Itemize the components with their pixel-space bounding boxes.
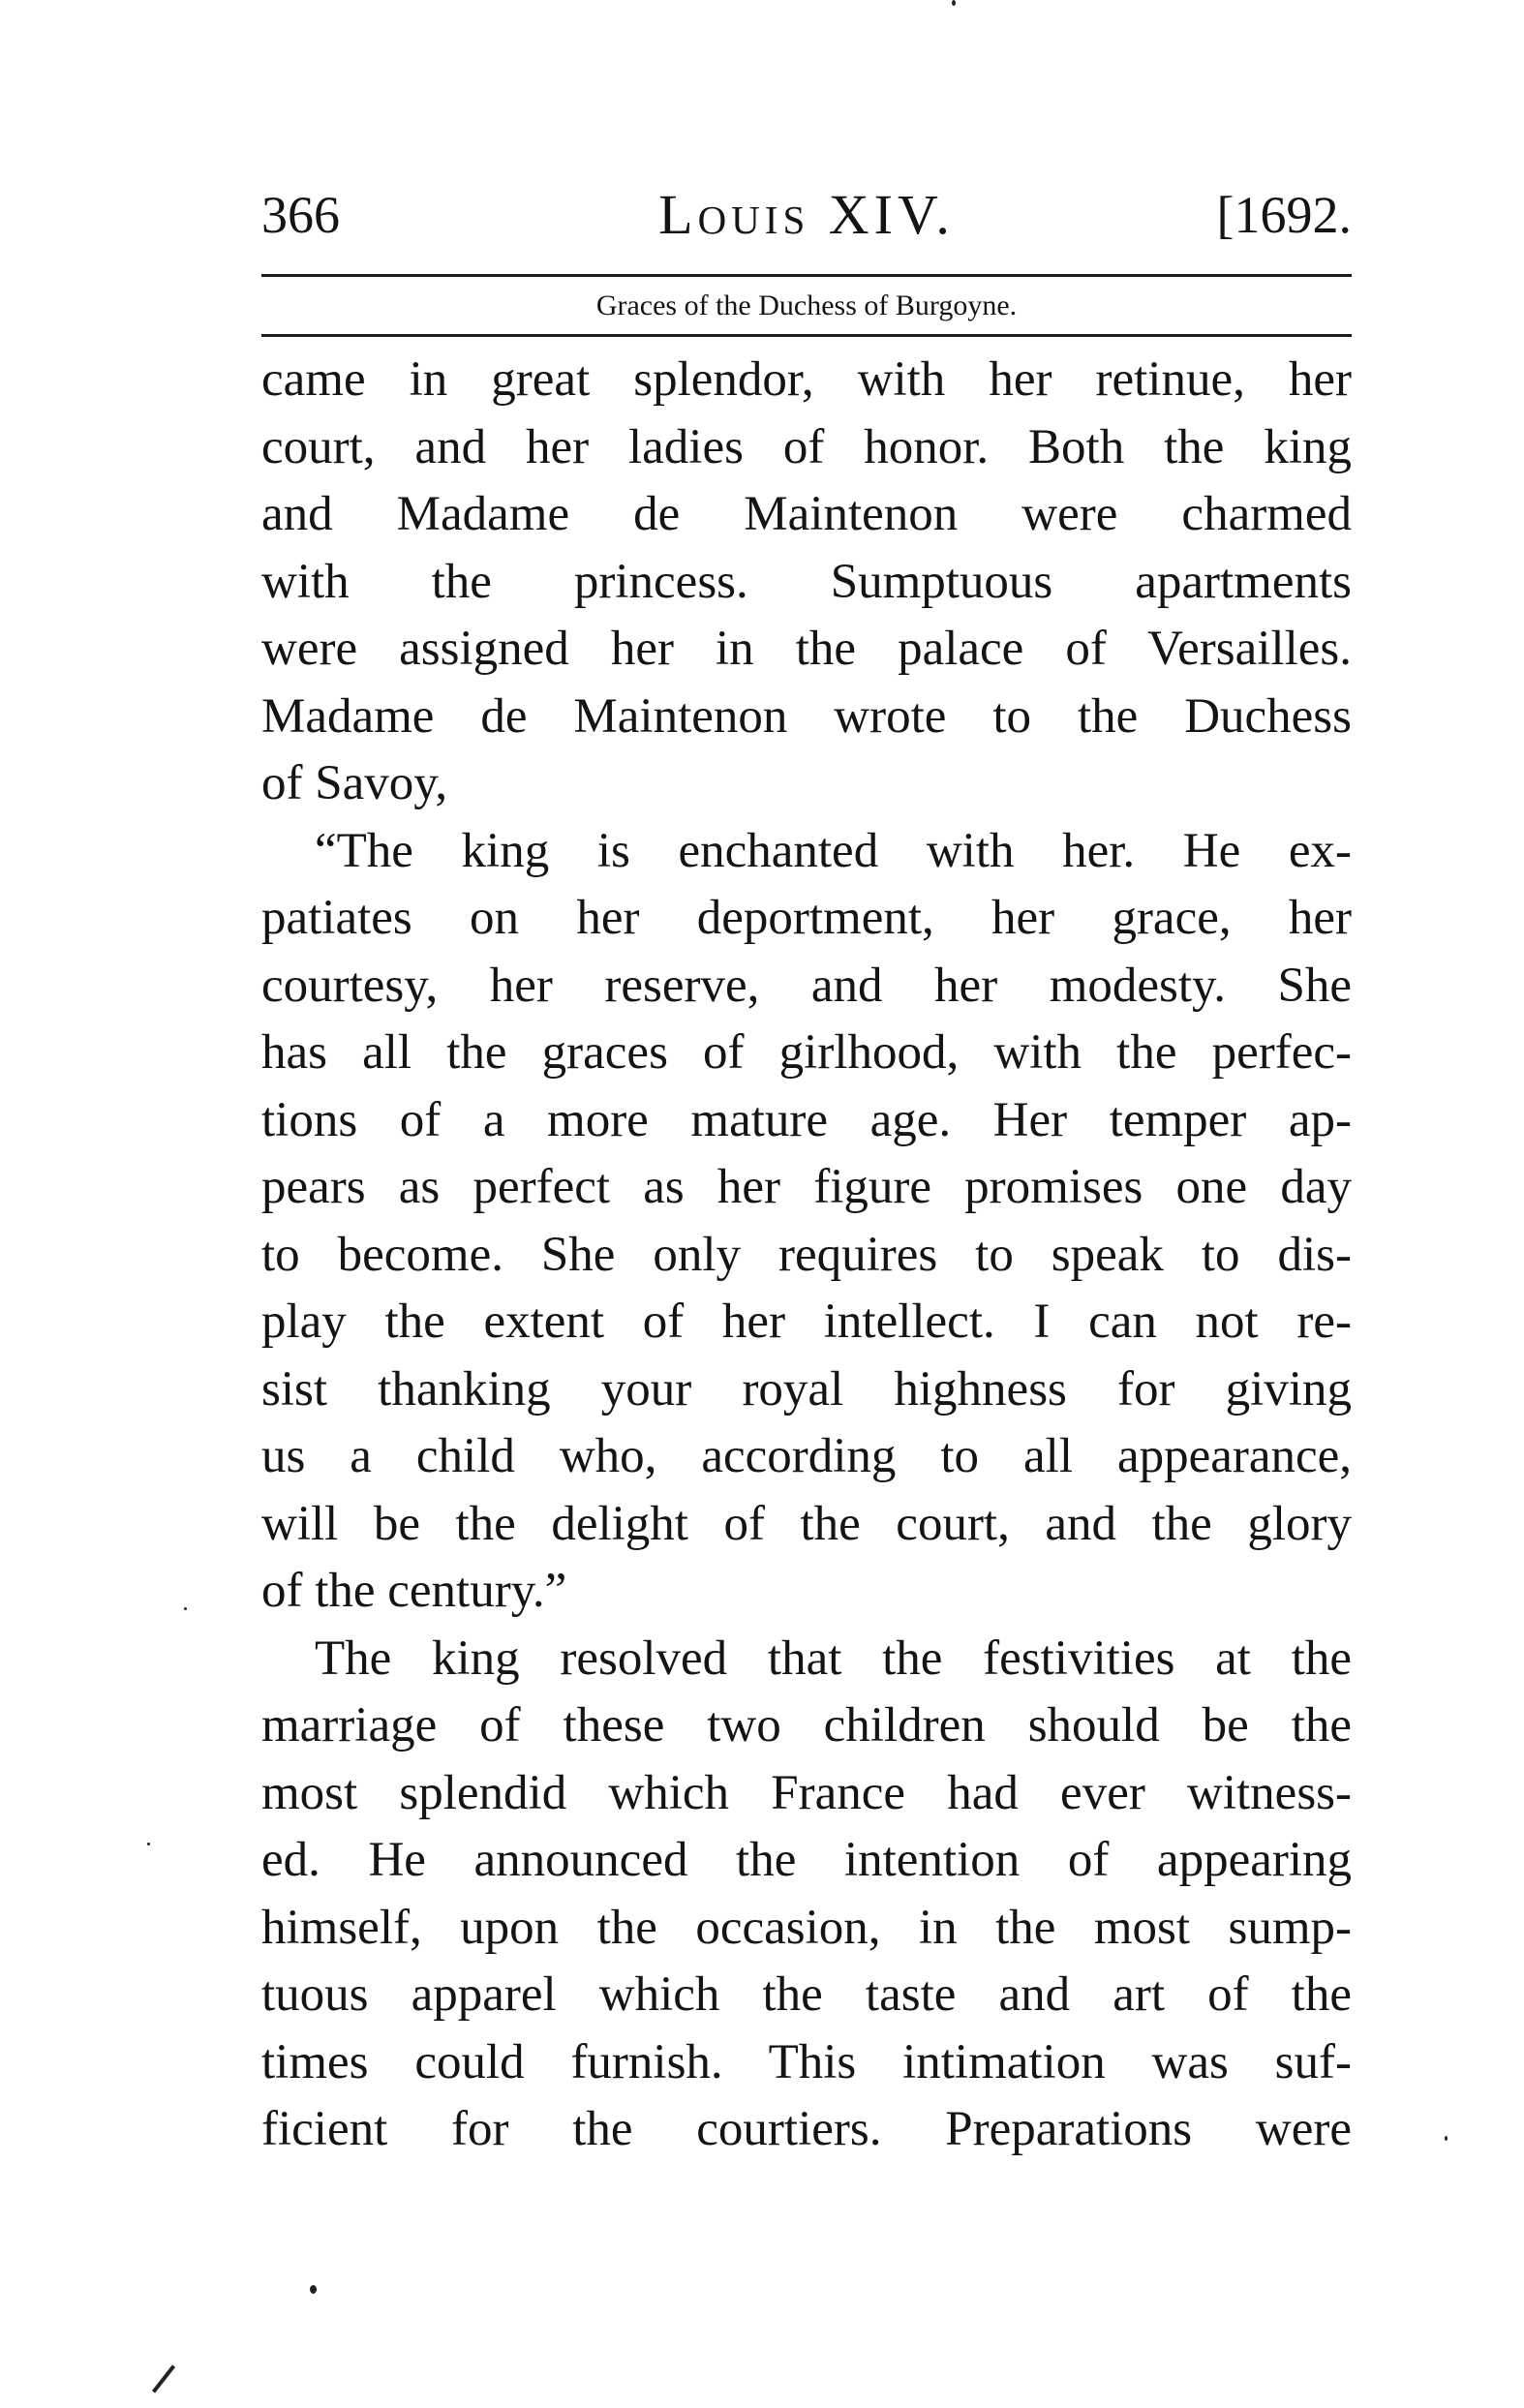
text-line: tions of a more mature age. Her temper ap-	[261, 1092, 1352, 1147]
text-line: us a child who, according to all appearance,	[261, 1429, 1352, 1483]
text-line: courtesy, her reserve, and her modesty. She	[261, 958, 1352, 1013]
text-line: will be the delight of the court, and the glory	[261, 1496, 1352, 1551]
scan-speck	[310, 2285, 317, 2294]
paragraph-start-line: The king resolved that the festivities at the	[315, 1631, 1352, 1686]
text-line: of the century.”	[261, 1564, 567, 1618]
quote-start-line: “The king is enchanted with her. He ex-	[315, 823, 1352, 878]
running-title: Louis XIV.	[658, 183, 955, 246]
page-header	[261, 179, 1352, 266]
text-line: tuous apparel which the taste and art of the	[261, 1967, 1352, 2022]
text-line: play the extent of her intellect. I can not re-	[261, 1295, 1352, 1349]
text-line: marriage of these two children should be the	[261, 1698, 1352, 1753]
text-line: ed. He announced the intention of appearing	[261, 1833, 1352, 1887]
page-subtitle: Graces of the Duchess of Burgoyne.	[595, 290, 1018, 321]
text-line: court, and her ladies of honor. Both the king	[261, 419, 1352, 474]
text-line: times could furnish. This intimation was suf-	[261, 2034, 1352, 2089]
text-line: most splendid which France had ever witness-	[261, 1765, 1352, 1820]
header-year: [1692.	[1216, 186, 1352, 244]
scan-speck	[147, 1843, 150, 1845]
text-line: pears as perfect as her figure promises one day	[261, 1160, 1352, 1214]
scan-mark	[152, 2364, 175, 2393]
body-text	[261, 347, 1352, 2164]
scan-speck	[1445, 2136, 1448, 2141]
page-number: 366	[261, 186, 340, 244]
scan-speck	[184, 1607, 187, 1610]
text-line: himself, upon the occasion, in the most sump-	[261, 1900, 1352, 1955]
header-rule-top	[261, 274, 1352, 277]
text-line: were assigned her in the palace of Versailles.	[261, 622, 1352, 676]
text-line: sist thanking your royal highness for giving	[261, 1361, 1352, 1417]
text-line: and Madame de Maintenon were charmed	[261, 487, 1352, 541]
text-line: came in great splendor, with her retinue, her	[261, 352, 1352, 407]
text-line: to become. She only requires to speak to dis-	[261, 1227, 1352, 1282]
text-line: has all the graces of girlhood, with the perfec-	[261, 1025, 1352, 1080]
scan-speck	[952, 0, 956, 6]
text-line: of Savoy,	[261, 756, 448, 810]
header-rule-bottom	[261, 334, 1352, 337]
text-line: patiates on her deportment, her grace, her	[261, 891, 1352, 945]
text-line: ficient for the courtiers. Preparations were	[261, 2102, 1352, 2156]
text-line: with the princess. Sumptuous apartments	[261, 554, 1352, 609]
text-line: Madame de Maintenon wrote to the Duchess	[261, 688, 1352, 744]
